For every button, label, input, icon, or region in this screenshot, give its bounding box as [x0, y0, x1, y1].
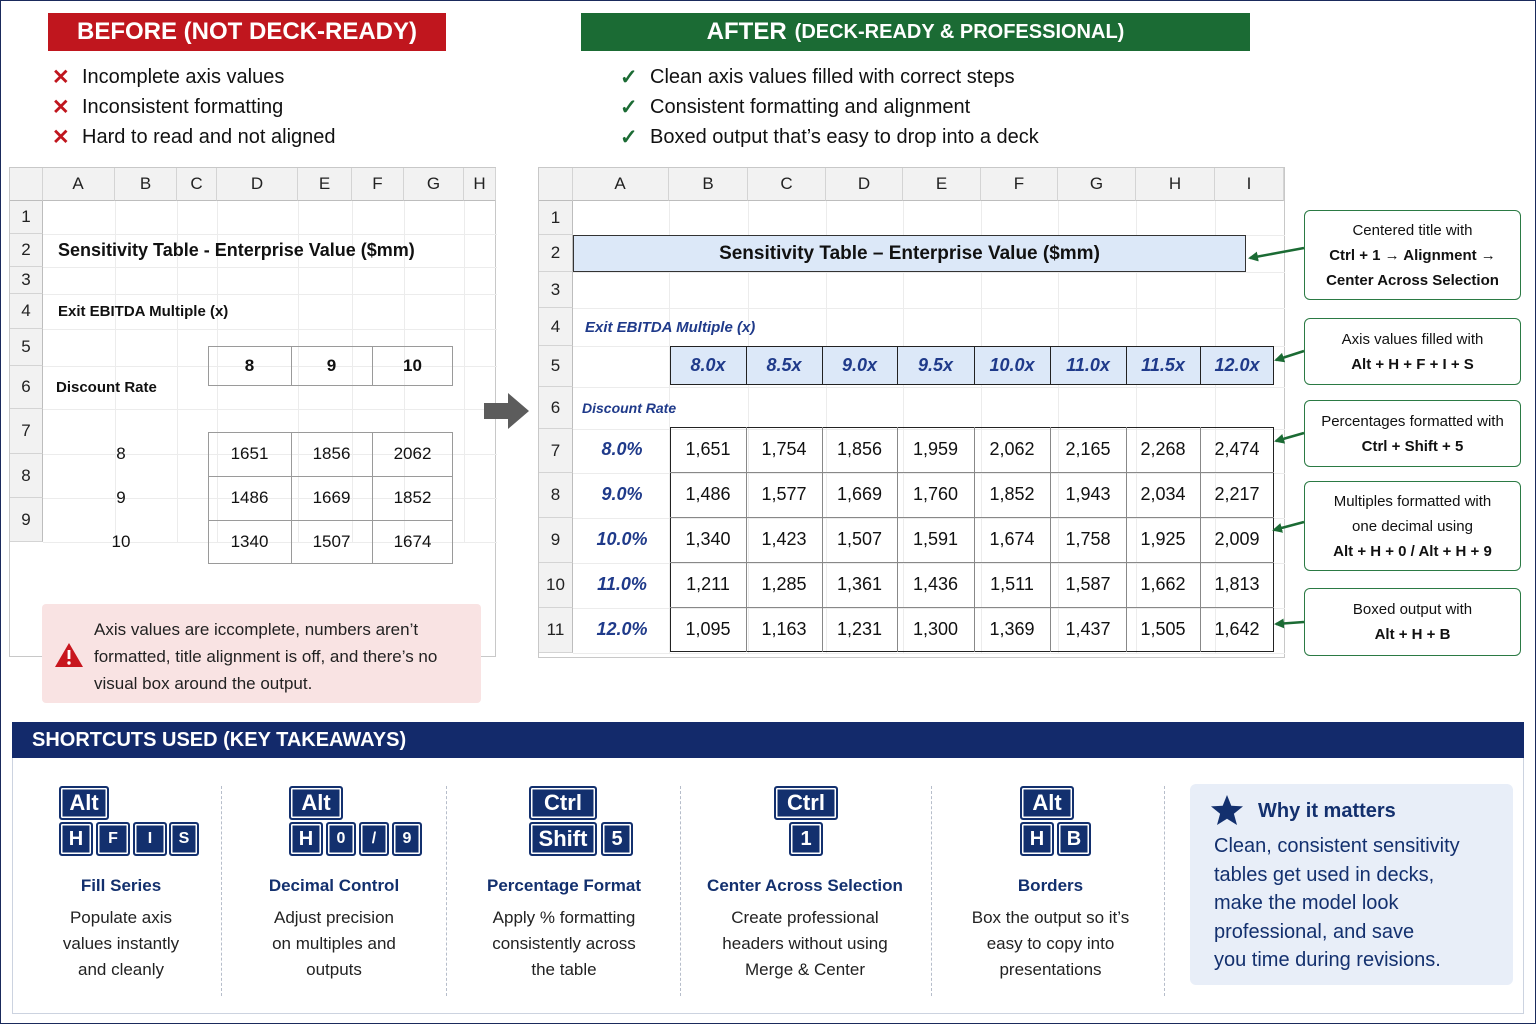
check-mark-icon: ✓: [620, 95, 638, 119]
dashed-separator: [446, 786, 447, 996]
shortcuts-header-text: SHORTCUTS USED (KEY TAKEAWAYS): [32, 728, 407, 751]
rate-value: 10.0%: [596, 529, 648, 549]
table-value: 2062: [393, 444, 432, 463]
row-header: 9: [539, 518, 573, 563]
table-value: 1486: [230, 488, 269, 507]
shortcut-column: [21, 758, 221, 1014]
multiple-value: 8: [244, 356, 255, 375]
row-header: 1: [539, 201, 573, 235]
table-value: 1674: [393, 532, 432, 551]
check-mark-icon: ✓: [620, 125, 638, 149]
dashed-separator: [221, 786, 222, 996]
why-line: Clean, consistent sensitivity: [1214, 835, 1460, 857]
callout-shortcut: Ctrl + 1 → Alignment →: [1329, 246, 1496, 264]
shortcut-title: Borders: [1017, 876, 1084, 895]
table-value: 1,925: [1140, 529, 1186, 549]
table-value: 1,669: [836, 484, 883, 504]
key-cap: Ctrl: [774, 786, 838, 820]
discount-rate-label: Discount Rate: [582, 400, 677, 416]
key-cap: I: [133, 822, 167, 856]
description-line: outputs: [306, 960, 362, 979]
check-mark-icon: ✓: [620, 65, 638, 89]
column-header: C: [748, 168, 826, 201]
callout-percentages: [1304, 400, 1521, 467]
table-value: 1,651: [685, 439, 731, 459]
row-header: 8: [539, 473, 573, 518]
table-value: 1,959: [912, 439, 959, 459]
row-header: 3: [10, 267, 43, 294]
after-bullet-text: Clean axis values filled with correct steps: [650, 65, 1015, 88]
shortcut-keys: [695, 786, 915, 858]
shortcut-column: [948, 758, 1153, 1014]
key-cap: /: [359, 822, 389, 856]
description-line: easy to copy into: [986, 934, 1115, 953]
dashed-separator: [931, 786, 932, 996]
shortcut-column: [239, 758, 429, 1014]
table-value: 1,423: [761, 529, 807, 549]
callout-shortcut: Center Across Selection: [1326, 271, 1499, 289]
table-value: 2,034: [1140, 484, 1186, 504]
after-banner-sub: (DECK-READY & PROFESSIONAL): [794, 20, 1125, 43]
table-value: 2,062: [989, 439, 1035, 459]
after-spreadsheet: [538, 167, 1285, 658]
why-text: [1214, 832, 1504, 975]
sheet-title: Sensitivity Table – Enterprise Value ($mm): [573, 235, 1246, 272]
callout-line: Centered title with: [1352, 221, 1473, 239]
rate-value: 9.0%: [601, 484, 643, 504]
callout-shortcut: Alt + H + 0 / Alt + H + 9: [1333, 542, 1492, 560]
table-value: 1,507: [836, 529, 883, 549]
grid-line: [43, 267, 497, 268]
row-header: 1: [10, 201, 43, 234]
column-header: E: [298, 168, 352, 201]
right-arrow-icon: [484, 392, 530, 430]
description-line: and cleanly: [77, 960, 164, 979]
row-header: 4: [10, 294, 43, 329]
description-line: Create professional: [731, 908, 879, 927]
table-value: 2,009: [1214, 529, 1260, 549]
key-cap: H: [59, 822, 93, 856]
table-value: 1,662: [1140, 574, 1186, 594]
corner-cell: [10, 168, 43, 201]
multiple-value: 10: [403, 356, 422, 375]
exit-multiple-label: Exit EBITDA Multiple (x): [585, 319, 756, 336]
before-bullet: [52, 92, 336, 122]
shortcut-description: [459, 905, 669, 983]
shortcut-keys: [459, 786, 669, 858]
table-value: 1,361: [836, 574, 883, 594]
before-bullet-text: Incomplete axis values: [82, 65, 285, 88]
rate-value: 12.0%: [596, 619, 648, 639]
row-header: 11: [539, 608, 573, 653]
shortcut-title: Center Across Selection: [707, 876, 903, 895]
after-banner: [581, 13, 1250, 51]
row-header: 2: [539, 235, 573, 272]
warning-box: [42, 604, 481, 703]
description-line: headers without using: [722, 934, 888, 953]
multiple-value: 10.0x: [989, 355, 1035, 375]
key-cap: 0: [326, 822, 356, 856]
shortcut-description: [21, 905, 221, 983]
table-value: 1507: [312, 532, 351, 551]
key-cap: F: [96, 822, 130, 856]
column-header: B: [115, 168, 177, 201]
why-title: Why it matters: [1258, 800, 1396, 822]
before-banner: [48, 13, 446, 51]
table-value: 2,268: [1140, 439, 1186, 459]
multiple-value: 9.0x: [841, 355, 878, 375]
dashed-separator: [1164, 786, 1165, 996]
table-value: 1,163: [761, 619, 807, 639]
table-value: 1,511: [990, 574, 1034, 594]
key-cap: Ctrl: [529, 786, 597, 820]
shortcut-description: [948, 905, 1153, 983]
callout-line: Boxed output with: [1352, 601, 1473, 618]
table-value: 1,591: [912, 529, 959, 549]
key-cap: 5: [601, 822, 633, 856]
description-line: Merge & Center: [745, 960, 865, 979]
table-value: 1651: [230, 444, 269, 463]
callout-multiples: [1304, 481, 1521, 571]
why-line: you time during revisions.: [1214, 949, 1441, 971]
description-line: the table: [531, 960, 597, 979]
column-header: D: [826, 168, 903, 201]
callout-line: Multiples formatted with: [1333, 492, 1492, 510]
description-line: Apply % formatting: [492, 908, 636, 927]
key-cap: H: [1020, 822, 1054, 856]
column-header: E: [903, 168, 981, 201]
table-value: 1,369: [989, 619, 1035, 639]
multiple-value: 12.0x: [1214, 355, 1260, 375]
column-header: G: [404, 168, 464, 201]
shortcut-title: Fill Series: [80, 876, 162, 895]
column-header: I: [1215, 168, 1284, 201]
exit-multiple-label: Exit EBITDA Multiple (x): [58, 303, 229, 320]
callout-shortcut: Alt + H + F + I + S: [1351, 355, 1474, 373]
shortcut-column: [459, 758, 669, 1014]
column-header: H: [1136, 168, 1215, 201]
rate-value: 11.0%: [597, 574, 647, 594]
before-bullet: [52, 122, 336, 152]
row-header: 6: [539, 387, 573, 429]
table-value: 1,760: [912, 484, 959, 504]
rate-value: 8.0%: [601, 439, 643, 459]
callout-shortcut: Ctrl + Shift + 5: [1361, 437, 1464, 455]
warning-icon: [54, 642, 84, 668]
table-value: 1,300: [912, 619, 959, 639]
column-header: A: [572, 168, 669, 201]
table-value: 2,474: [1214, 439, 1260, 459]
row-header: 10: [539, 563, 573, 608]
table-value: 1,486: [685, 484, 731, 504]
description-line: presentations: [999, 960, 1102, 979]
table-value: 1,505: [1140, 619, 1186, 639]
x-mark-icon: ✕: [52, 125, 70, 149]
grid-line: [464, 201, 465, 542]
table-value: 1,577: [761, 484, 807, 504]
before-spreadsheet: [9, 167, 496, 657]
sheet-title: Sensitivity Table - Enterprise Value ($mm): [58, 240, 415, 260]
shortcut-title: Percentage Format: [487, 876, 641, 895]
table-value: 2,217: [1214, 484, 1260, 504]
grid-line: [43, 329, 497, 330]
key-cap: Alt: [59, 786, 109, 820]
row-header: 3: [539, 272, 573, 308]
description-line: on multiples and: [272, 934, 396, 953]
shortcuts-header: [12, 722, 1524, 758]
multiple-value: 8.5x: [766, 355, 802, 375]
after-bullet: [620, 62, 1039, 92]
warning-text: Axis values are iccomplete, numbers aren’t formatted, title alignment is off, and there’s no visual box around the output.: [94, 620, 438, 693]
pointer-arrow: [1276, 351, 1304, 360]
table-value: 1,095: [685, 619, 731, 639]
table-value: 1,231: [836, 619, 883, 639]
table-value: 1,211: [686, 574, 730, 594]
after-bullet: [620, 92, 1039, 122]
callout-borders: [1304, 588, 1521, 656]
pointer-arrow: [1276, 433, 1304, 441]
grid-line: [573, 272, 1285, 273]
table-value: 1,340: [685, 529, 731, 549]
rate-value: 8: [116, 444, 126, 463]
after-banner-main: AFTER: [706, 18, 787, 45]
table-value: 1,436: [912, 574, 959, 594]
shortcut-description: [695, 905, 915, 983]
multiple-value: 11.0x: [1066, 355, 1110, 375]
shortcut-title: Decimal Control: [268, 876, 400, 895]
pointer-arrow: [1250, 248, 1304, 258]
dashed-separator: [680, 786, 681, 996]
before-bullet: [52, 62, 336, 92]
before-bullets: [52, 62, 336, 152]
grid-line: [43, 409, 497, 410]
table-value: 1852: [393, 488, 432, 507]
grid-line: [573, 308, 1285, 309]
key-cap: S: [169, 822, 199, 856]
row-header: 8: [10, 454, 43, 498]
why-line: tables get used in decks,: [1214, 863, 1435, 886]
before-banner-text: BEFORE (NOT DECK-READY): [77, 18, 417, 45]
column-header: H: [464, 168, 496, 201]
key-cap: B: [1057, 822, 1091, 856]
table-value: 1,754: [761, 439, 807, 459]
corner-cell: [539, 168, 573, 201]
table-value: 1,437: [1065, 619, 1111, 639]
table-value: 1,813: [1214, 574, 1260, 594]
star-icon: [1210, 794, 1244, 826]
column-header: F: [352, 168, 404, 201]
x-mark-icon: ✕: [52, 65, 70, 89]
row-header: 7: [539, 429, 573, 473]
why-line: make the model look: [1214, 892, 1399, 914]
column-header: G: [1058, 168, 1136, 201]
why-line: professional, and save: [1214, 920, 1415, 943]
why-it-matters-box: [1190, 784, 1513, 985]
shortcut-keys: [21, 786, 221, 858]
table-value: 1,285: [761, 574, 807, 594]
shortcut-column: [695, 758, 915, 1014]
row-header: 4: [539, 308, 573, 346]
callout-line: Percentages formatted with: [1321, 412, 1504, 430]
after-bullet-text: Consistent formatting and alignment: [650, 95, 971, 118]
column-header: D: [217, 168, 298, 201]
table-value: 1,852: [989, 484, 1035, 504]
shortcut-description: [239, 905, 429, 983]
column-header: A: [42, 168, 115, 201]
table-value: 1,856: [836, 439, 883, 459]
row-header: 6: [10, 366, 43, 409]
key-cap: Shift: [529, 822, 597, 856]
rate-value: 9: [116, 488, 126, 507]
callout-axis: [1304, 318, 1521, 385]
multiple-value: 8.0x: [690, 355, 726, 375]
table-value: 1,642: [1214, 619, 1260, 639]
callout-pointers: [1240, 200, 1310, 640]
pointer-arrow: [1274, 522, 1304, 530]
table-value: 1669: [312, 488, 351, 507]
grid-line: [573, 387, 1285, 388]
description-line: Populate axis: [69, 908, 173, 927]
column-header: B: [669, 168, 748, 201]
row-header: 2: [10, 234, 43, 267]
description-line: Box the output so it’s: [971, 908, 1130, 927]
after-bullet-text: Boxed output that’s easy to drop into a deck: [650, 125, 1039, 148]
callout-shortcut: Alt + H + B: [1374, 626, 1451, 643]
table-value: 1340: [230, 532, 269, 551]
row-header: 5: [539, 346, 573, 387]
table-value: 1,943: [1065, 484, 1111, 504]
multiple-value: 9.5x: [917, 355, 954, 375]
rate-value: 10: [111, 532, 131, 551]
multiple-value: 11.5x: [1141, 355, 1185, 375]
key-cap: 1: [789, 822, 823, 856]
before-bullet-text: Hard to read and not aligned: [82, 125, 336, 148]
key-cap: Alt: [289, 786, 343, 820]
multiple-value: 9: [326, 356, 337, 375]
discount-rate-label: Discount Rate: [56, 379, 157, 396]
row-header: 9: [10, 498, 43, 542]
after-bullets: [620, 62, 1039, 152]
grid-line: [573, 653, 1285, 654]
column-header: F: [981, 168, 1058, 201]
table-value: 1,758: [1065, 529, 1111, 549]
table-value: 2,165: [1065, 439, 1111, 459]
column-header: C: [177, 168, 217, 201]
description-line: values instantly: [62, 934, 180, 953]
shortcut-keys: [239, 786, 429, 858]
after-bullet: [620, 122, 1039, 152]
key-cap: H: [289, 822, 323, 856]
description-line: consistently across: [492, 934, 636, 953]
callout-title: [1304, 210, 1521, 300]
key-cap: 9: [392, 822, 422, 856]
before-bullet-text: Inconsistent formatting: [82, 95, 284, 118]
shortcut-keys: [948, 786, 1153, 858]
callout-line: Axis values filled with: [1341, 330, 1484, 348]
description-line: Adjust precision: [273, 908, 394, 927]
key-cap: Alt: [1020, 786, 1074, 820]
x-mark-icon: ✕: [52, 95, 70, 119]
row-header: 7: [10, 409, 43, 454]
table-value: 1,587: [1065, 574, 1111, 594]
pointer-arrow: [1276, 622, 1304, 624]
row-header: 5: [10, 329, 43, 366]
table-value: 1856: [312, 444, 351, 463]
table-value: 1,674: [989, 529, 1035, 549]
callout-line: one decimal using: [1352, 517, 1473, 535]
